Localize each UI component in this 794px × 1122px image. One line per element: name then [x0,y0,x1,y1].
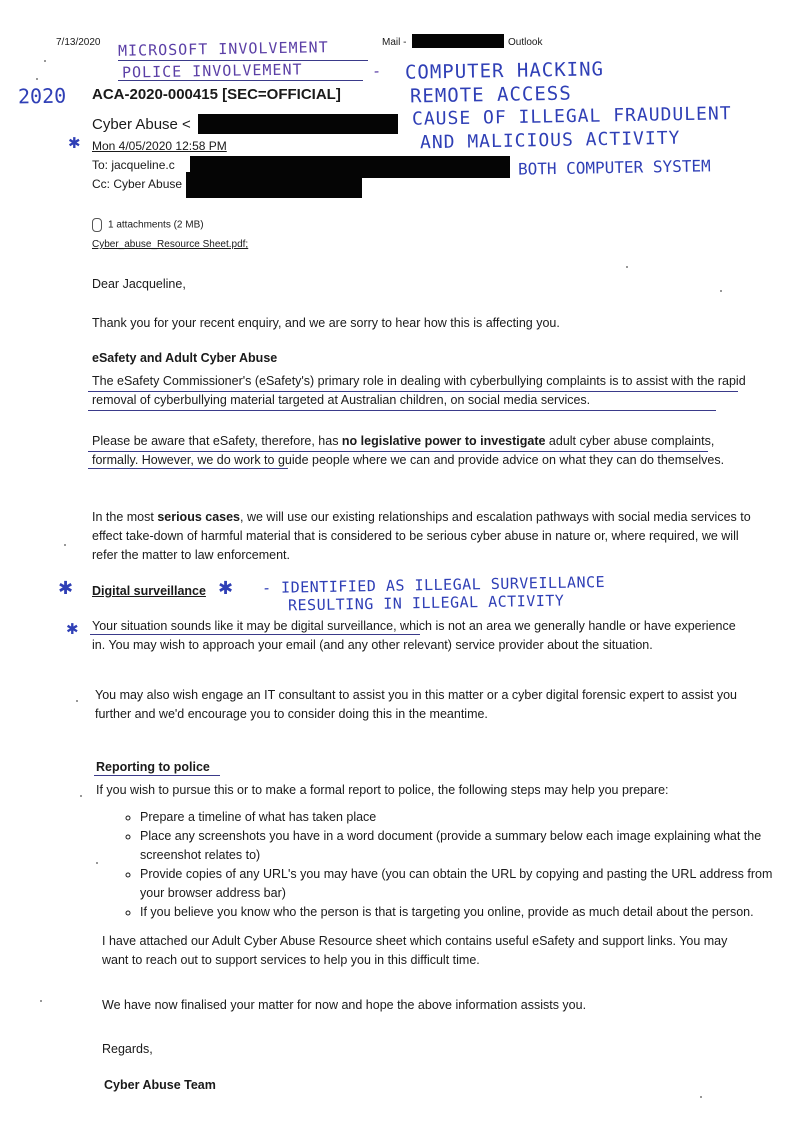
list-item: ◦ Provide copies of any URL's you may have (you can obtain the URL by copying and pasting the URL address from your browser address bar) [140,865,790,903]
paragraph-text: , we will use our existing relationships and escalation pathways with social media services to effect take-down of harmful material that is considered to be serious cyber abuse in nature or, where required, we will refer the matter to law enforcement. [92,510,751,562]
paragraph-text: adult cyber abuse complaints, formally. However, we do work to guide people where we can and provide advice on what they can do themselves. [92,434,725,467]
section-heading: eSafety and Adult Cyber Abuse [92,351,278,365]
list-item: ◦ If you believe you know who the person is that is targeting you online, provide as much detail about the person. [140,903,790,922]
body-paragraph: I have attached our Adult Cyber Abuse Resource sheet which contains useful eSafety and support links. You may want to reach out to support services to help you in this difficult time. [102,934,728,967]
redaction-box [186,172,362,198]
redaction-box [412,34,504,48]
scan-speck [76,700,78,702]
emphasis-text: no legislative power to investigate [341,434,546,448]
scan-speck [64,544,66,546]
body-paragraph [92,508,752,565]
handwritten-note: RESULTING IN ILLEGAL ACTIVITY [287,591,565,615]
asterisk-mark-icon: ✱ [68,134,81,152]
handwritten-underline [88,410,716,411]
handwritten-underline [88,451,708,452]
paragraph-text: In the most [92,510,158,524]
print-mail-prefix: Mail - [382,37,407,48]
section-heading: Digital surveillance [92,584,206,598]
scan-speck [80,795,82,797]
handwritten-underline [118,80,363,81]
attachments-label: 1 attachments (2 MB) [108,219,204,231]
body-paragraph: The eSafety Commissioner's (eSafety's) primary role in dealing with cyberbullying complaints is to assist with the rapid removal of cyberbullying material targeted at Australian children, on social media services. [92,374,746,407]
handwritten-note: BOTH COMPUTER SYSTEM [517,156,711,179]
handwritten-note: AND MALICIOUS ACTIVITY [419,127,681,154]
handwritten-year: 2020 [17,83,67,109]
scan-speck [96,862,98,864]
email-date: Mon 4/05/2020 12:58 PM [92,139,227,153]
handwritten-note: COMPUTER HACKING [404,58,605,84]
handwritten-note: REMOTE ACCESS [409,82,572,108]
body-paragraph: Your situation sounds like it may be digital surveillance, which is not an area we generally handle or have experience in. You may wish to approach your email (and any other relevant) service provider about the situation. [92,619,736,652]
scan-speck [36,78,38,80]
list-item: ◦ Place any screenshots you have in a word document (provide a summary below each image explaining what the screenshot relates to) [140,827,790,865]
greeting: Dear Jacqueline, [92,277,186,291]
handwritten-underline [94,775,220,776]
email-to: To: jacqueline.c [92,158,175,172]
handwritten-dash: - [371,61,383,81]
asterisk-mark-icon: ✱ [66,620,79,638]
scan-speck [626,266,628,268]
emphasis-text: serious cases [157,510,241,524]
handwritten-note: MICROSOFT INVOLVEMENT [117,38,329,60]
email-subject: ACA-2020-000415 [SEC=OFFICIAL] [92,86,341,103]
asterisk-mark-icon: ✱ [218,578,234,599]
handwritten-note: - IDENTIFIED AS ILLEGAL SURVEILLANCE [261,573,606,597]
steps-list [110,808,790,922]
list-item: ◦ Prepare a timeline of what has taken place [140,808,790,827]
attachments-count [92,218,204,232]
handwritten-note: CAUSE OF ILLEGAL FRAUDULENT [411,103,732,130]
handwritten-underline [88,468,288,469]
scan-speck [40,1000,42,1002]
redaction-box [198,114,398,134]
handwritten-underline [88,391,738,392]
closing-regards: Regards, [102,1042,153,1056]
email-sender: Cyber Abuse < [92,116,191,133]
signature: Cyber Abuse Team [104,1078,216,1092]
section-heading: Reporting to police [96,760,210,774]
handwritten-note: POLICE INVOLVEMENT [121,60,303,82]
attachment-file-link[interactable]: Cyber_abuse_Resource Sheet.pdf; [92,239,249,250]
body-paragraph: We have now finalised your matter for now and hope the above information assists you. [102,998,587,1012]
scan-speck [700,1096,702,1098]
email-cc: Cc: Cyber Abuse [92,177,183,191]
scan-speck [44,60,46,62]
asterisk-mark-icon: ✱ [58,578,74,599]
body-paragraph: Thank you for your recent enquiry, and we are sorry to hear how this is affecting you. [92,316,560,330]
body-paragraph: If you wish to pursue this or to make a formal report to police, the following steps may help you prepare: [96,783,669,797]
handwritten-underline [90,634,420,635]
scan-speck [720,290,722,292]
print-app-name: Outlook [508,37,543,48]
body-paragraph: You may also wish engage an IT consultant to assist you in this matter or a cyber digital forensic expert to assist you further and we'd encourage you to consider doing this in the meantime. [95,688,737,721]
paperclip-icon [92,218,102,232]
print-date: 7/13/2020 [56,37,101,48]
paragraph-text: Please be aware that eSafety, therefore, has [92,434,342,448]
